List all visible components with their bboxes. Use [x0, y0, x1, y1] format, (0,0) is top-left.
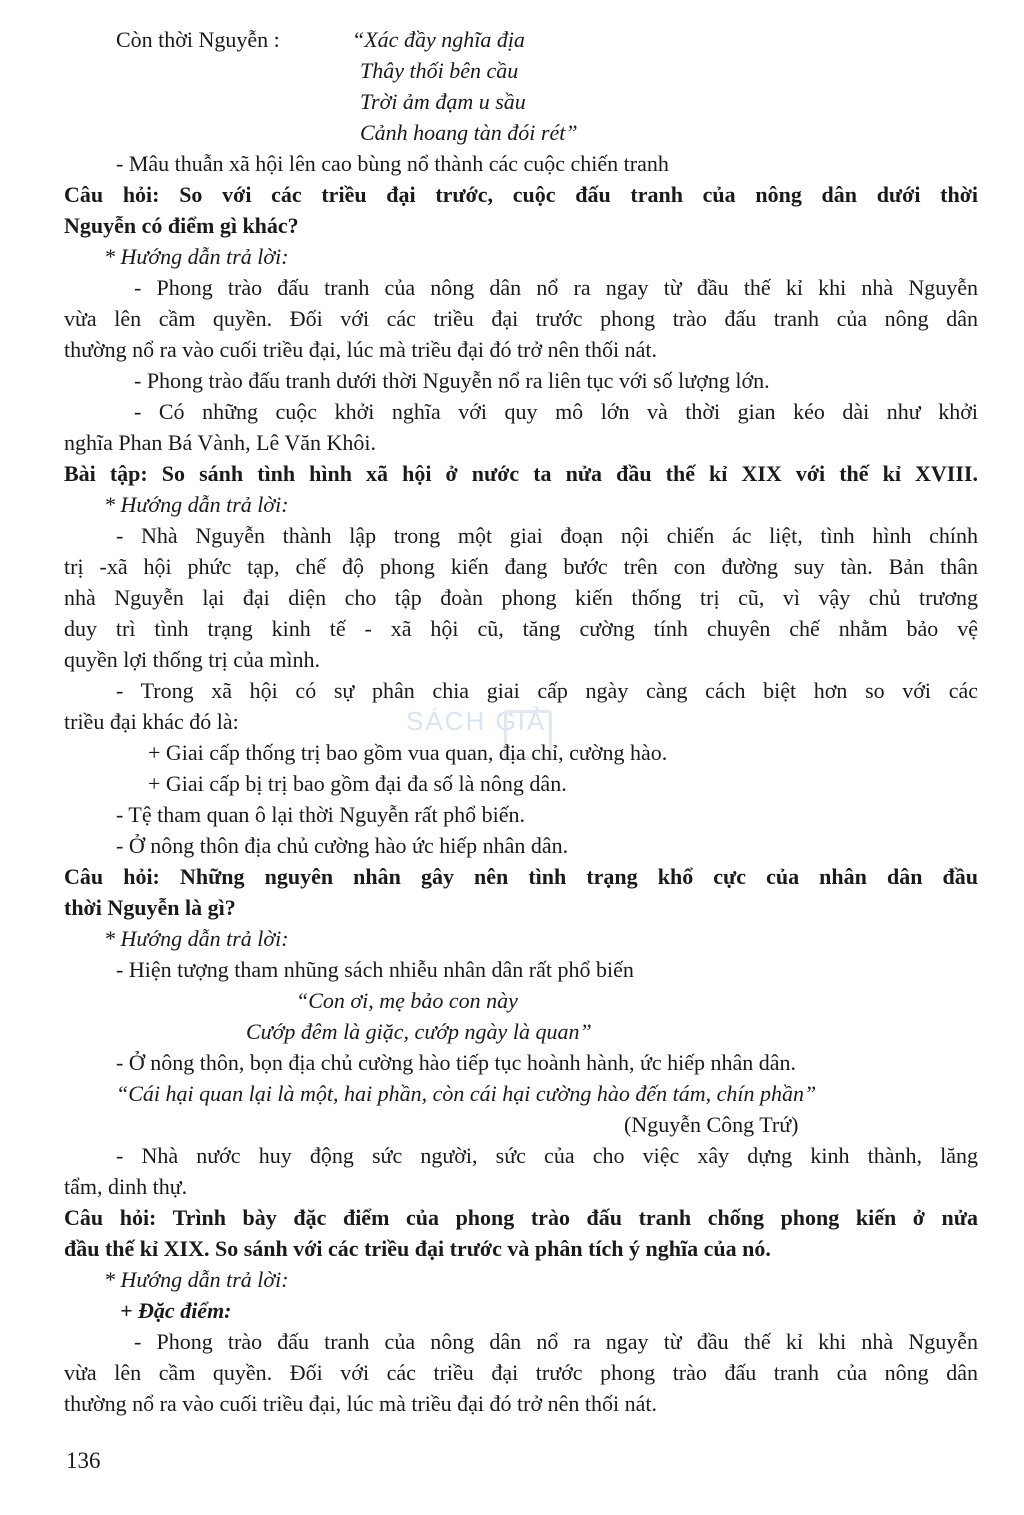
paragraph-line: - Hiện tượng tham nhũng sách nhiễu nhân dân rất phổ biến: [116, 957, 634, 982]
answer-guide-label: * Hướng dẫn trả lời:: [104, 244, 289, 269]
verse-line: Trời ảm đạm u sầu: [360, 89, 526, 114]
list-item: + Giai cấp bị trị bao gồm đại đa số là nông dân.: [148, 771, 567, 796]
verse-intro-line: [64, 24, 978, 55]
exercise-heading: Bài tập: So sánh tình hình xã hội ở nước ta nửa đầu thế kỉ XIX với thế kỉ XVIII.: [64, 461, 978, 486]
paragraph-line: nhà Nguyễn lại đại diện cho tập đoàn phong kiến thống trị cũ, vì vậy chủ trương: [64, 585, 978, 610]
paragraph-line: trị -xã hội phức tạp, chế độ phong kiến đang bước trên con đường suy tàn. Bản thân: [64, 554, 978, 579]
verse-line: Cảnh hoang tàn đói rét”: [360, 120, 578, 145]
paragraph-line: - Tệ tham quan ô lại thời Nguyễn rất phổ biến.: [116, 802, 525, 827]
proverb-line: “Con ơi, mẹ bảo con này: [296, 988, 518, 1013]
paragraph-line: duy trì tình trạng kinh tế - xã hội cũ, tăng cường tính chuyên chế nhằm bảo vệ: [64, 616, 978, 641]
verse-line-row: [64, 117, 978, 148]
paragraph-line: thường nổ ra vào cuối triều đại, lúc mà triều đại đó trở nên thối nát.: [64, 337, 657, 362]
verse-line: Thây thối bên cầu: [360, 58, 519, 83]
page-number: 136: [66, 1448, 101, 1473]
verse-line-row: [64, 55, 978, 86]
question-heading: Câu hỏi: Trình bày đặc điểm của phong trào đấu tranh chống phong kiến ở nửa: [64, 1205, 978, 1230]
quote-author: (Nguyễn Công Trứ): [624, 1112, 799, 1137]
page-body: [64, 24, 978, 1419]
paragraph-line: vừa lên cầm quyền. Đối với các triều đại trước phong trào đấu tranh của nông dân: [64, 306, 978, 331]
question-heading: đầu thế kỉ XIX. So sánh với các triều đại trước và phân tích ý nghĩa của nó.: [64, 1236, 771, 1261]
paragraph-line: - Nhà Nguyễn thành lập trong một giai đoạn nội chiến ác liệt, tình hình chính: [116, 523, 978, 548]
watermark-text: SÁCH GIẢI: [406, 706, 556, 736]
quote-line: “Cái hại quan lại là một, hai phần, còn cái hại cường hào đến tám, chín phần”: [116, 1081, 817, 1106]
paragraph-line: - Ở nông thôn địa chủ cường hào ức hiếp nhân dân.: [116, 833, 569, 858]
paragraph-line: quyền lợi thống trị của mình.: [64, 647, 321, 672]
list-item: + Giai cấp thống trị bao gồm vua quan, địa chỉ, cường hào.: [148, 740, 668, 765]
paragraph-line: - Trong xã hội có sự phân chia giai cấp ngày càng cách biệt hơn so với các: [116, 678, 978, 703]
verse-line: “Xác đầy nghĩa địa: [352, 27, 525, 52]
paragraph-line: - Nhà nước huy động sức người, sức của cho việc xây dựng kinh thành, lăng: [116, 1143, 978, 1168]
paragraph-line: tẩm, dinh thự.: [64, 1174, 188, 1199]
paragraph-line: nghĩa Phan Bá Vành, Lê Văn Khôi.: [64, 430, 377, 455]
paragraph-line: triều đại khác đó là:: [64, 709, 239, 734]
question-heading: Câu hỏi: Những nguyên nhân gây nên tình trạng khổ cực của nhân dân đầu: [64, 864, 978, 889]
paragraph-line: - Ở nông thôn, bọn địa chủ cường hào tiếp tục hoành hành, ức hiếp nhân dân.: [116, 1050, 797, 1075]
answer-guide-label: * Hướng dẫn trả lời:: [104, 926, 289, 951]
question-heading: Câu hỏi: So với các triều đại trước, cuộc đấu tranh của nông dân dưới thời: [64, 182, 978, 207]
question-heading: thời Nguyễn là gì?: [64, 895, 236, 920]
paragraph-line: - Có những cuộc khởi nghĩa với quy mô lớn và thời gian kéo dài như khởi: [134, 399, 978, 424]
answer-guide-label: * Hướng dẫn trả lời:: [104, 492, 289, 517]
verse-line-row: [64, 86, 978, 117]
paragraph-line: vừa lên cầm quyền. Đối với các triều đại trước phong trào đấu tranh của nông dân: [64, 1360, 978, 1385]
paragraph-line: - Phong trào đấu tranh của nông dân nổ ra ngay từ đầu thế kỉ khi nhà Nguyễn: [134, 275, 978, 300]
answer-guide-label: * Hướng dẫn trả lời:: [104, 1267, 289, 1292]
section-label: + Đặc điểm:: [120, 1298, 232, 1323]
paragraph-line: - Phong trào đấu tranh dưới thời Nguyễn nổ ra liên tục với số lượng lớn.: [134, 368, 770, 393]
verse-intro-label: Còn thời Nguyễn :: [116, 27, 280, 52]
paragraph-line: thường nổ ra vào cuối triều đại, lúc mà triều đại đó trở nên thối nát.: [64, 1391, 657, 1416]
paragraph-line: - Mâu thuẫn xã hội lên cao bùng nổ thành các cuộc chiến tranh: [116, 151, 669, 176]
question-heading: Nguyễn có điểm gì khác?: [64, 213, 299, 238]
proverb-line: Cướp đêm là giặc, cướp ngày là quan”: [246, 1019, 592, 1044]
paragraph-line: - Phong trào đấu tranh của nông dân nổ ra ngay từ đầu thế kỉ khi nhà Nguyễn: [134, 1329, 978, 1354]
